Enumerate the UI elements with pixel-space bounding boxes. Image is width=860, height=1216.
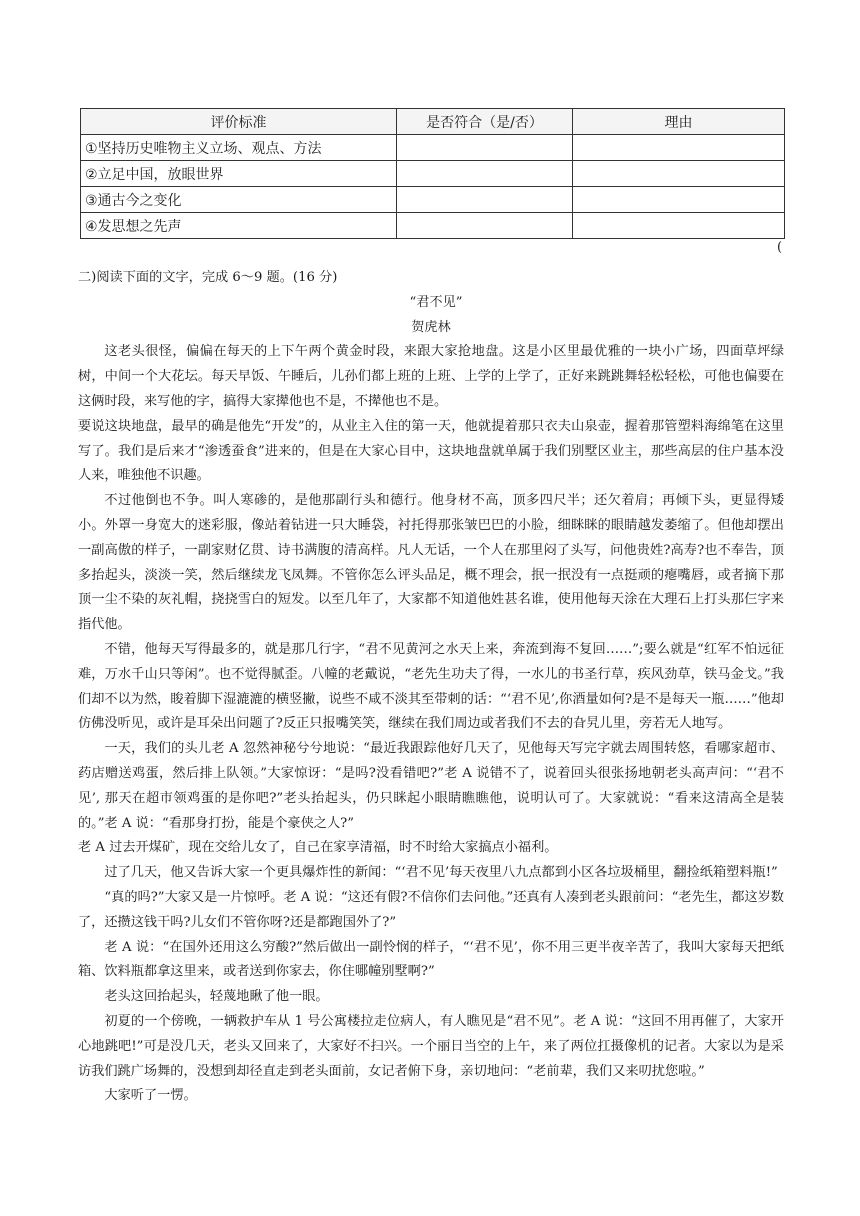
- criteria-cell: ①坚持历史唯物主义立场、观点、方法: [81, 135, 397, 161]
- reason-cell[interactable]: [573, 161, 785, 187]
- paragraph: 老 A 过去开煤矿，现在交给儿女了，自己在家享清福，时不时给大家搞点小福利。: [78, 840, 558, 856]
- header-conform: 是否符合（是/否）: [397, 109, 573, 135]
- table-row: [81, 187, 785, 213]
- conform-cell[interactable]: [397, 213, 573, 239]
- paragraph: 大家听了一愣。: [104, 1088, 197, 1104]
- reason-cell[interactable]: [573, 187, 785, 213]
- header-reason: 理由: [573, 109, 785, 135]
- paragraph: 不过他倒也不争。叫人寒碜的，是他那副行头和德行。他身材不高，顶多四尺半；还欠着肩；再倾下头，更显得矮小。外罩一身宽大的迷彩服，像站着钻进一只大睡袋，衬托得那张皱巴巴的小脸，细眯眯的眼睛越发萎缩了。但他却摆出一副高傲的样子，一副家财亿贯、诗书满腹的清高样。凡人无话，一个人在那里闷了头写，问他贵姓?高寿?也不奉告，顶多抬起头，淡淡一笑，然后继续龙飞凤舞。不管你怎么评头品足，概不理会，抿一抿没有一点挺顽的瘪嘴唇，或者摘下那顶一尘不染的灰礼帽，挠挠雪白的短发。以至几年了，大家都不知道他姓甚名谁，使用他每天涂在大理石上打头那仨字来指代他。: [78, 493, 784, 633]
- paragraph: 老头这回抬起头，轻蔑地瞅了他一眼。: [104, 989, 329, 1005]
- conform-cell[interactable]: [397, 135, 573, 161]
- table-row: [81, 161, 785, 187]
- header-criteria: 评价标准: [81, 109, 397, 135]
- paragraph: 过了几天，他又告诉大家一个更具爆炸性的新闻：“‘君不见’每天夜里八九点都到小区各垃圾桶里，翻捡纸箱塑料瓶!”: [104, 865, 778, 881]
- table-header-row: [81, 109, 785, 135]
- reason-cell[interactable]: [573, 135, 785, 161]
- conform-cell[interactable]: [397, 187, 573, 213]
- article-title: “君不见”: [409, 294, 463, 310]
- paragraph: 老 A 说：“在国外还用这么穷酸?”然后做出一副怜悯的样子，“‘君不见’，你不用三更半夜辛苦了，我叫大家每天把纸箱、饮料瓶都拿这里来，或者送到你家去，你住哪幢别墅啊?”: [78, 939, 784, 980]
- reason-cell[interactable]: [573, 213, 785, 239]
- reading-passage: [78, 266, 784, 1109]
- section-intro: 二)阅读下面的文字，完成 6～9 题。(16 分): [78, 270, 338, 285]
- paragraph: 一天，我们的头儿老 A 忽然神秘兮兮地说：“最近我跟踪他好几天了，见他每天写完字就去周围转悠，看哪家超市、药店赠送鸡蛋，然后排上队领。”大家惊讶：“是吗?没看错吧?”老 A 说错不了，说着回头很张扬地朝老头高声问：“‘君不见’, 那天在超市领鸡蛋的是你吧?”老头抬起头，仍只眯起小眼睛瞧瞧他，说明认可了。大家就说：“看来这清高全是装的。”老 A 说：“看那身打扮，能是个豪侠之人?”: [78, 741, 784, 831]
- evaluation-table: [80, 108, 785, 239]
- paragraph: “真的吗?”大家又是一片惊呼。老 A 说：“这还有假?不信你们去问他。”还真有人凑到老头跟前问：“老先生，都这岁数了，还攒这钱干吗?儿女们不管你呀?还是都跑国外了?”: [78, 889, 784, 930]
- table-row: [81, 135, 785, 161]
- criteria-cell: ④发思想之先声: [81, 213, 397, 239]
- conform-cell[interactable]: [397, 161, 573, 187]
- article-author: 贺虎林: [411, 319, 451, 335]
- stray-parenthesis: (: [777, 240, 783, 255]
- paragraph: 不错，他每天写得最多的，就是那几行字，“君不见黄河之水天上来，奔流到海不复回……”;要么就是“红军不怕远征难，万水千山只等闲”。也不觉得腻歪。八幢的老戴说，“老先生功夫了得，一水儿的书圣行草，疾风劲草，铁马金戈。”我们却不以为然，睃着脚下湿漉漉的横竖撇，说些不咸不淡其至带刺的话：“‘君不见’,你酒量如何?是不是每天一瓶……”他却仿佛没听见，或许是耳朵出问题了?反正只报嘴笑笑，继续在我们周边或者我们不去的旮旯儿里，旁若无人地写。: [78, 641, 784, 732]
- table-row: [81, 213, 785, 239]
- paragraph: 要说这块地盘，最早的确是他先“开发”的，从业主入住的第一天，他就提着那只衣夫山泉壶，握着那管塑料海绵笔在这里写了。我们是后来才“渗透蚕食”进来的，但是在大家心目中，这块地盘就单属于我们别墅区业主，那些高层的住户基本没人来，唯独他不识趣。: [78, 418, 784, 484]
- paragraph: 初夏的一个傍晚，一辆救护车从 1 号公寓楼拉走位病人，有人瞧见是“君不见”。老 A 说：“这回不用再催了，大家开心地跳吧!”可是没几天，老头又回来了，大家好不扫兴。一个丽日当空的上午，来了两位扛摄像机的记者。大家以为是采访我们跳广场舞的，没想到却径直走到老头面前，女记者俯下身，亲切地问：“老前辈，我们又来叨扰您啦。”: [78, 1013, 784, 1079]
- criteria-cell: ②立足中国，放眼世界: [81, 161, 397, 187]
- paragraph: 这老头很怪，偏偏在每天的上下午两个黄金时段，来跟大家抢地盘。这是小区里最优雅的一块小广场，四面草坪绿树，中间一个大花坛。每天早饭、午睡后，儿孙们都上班的上班、上学的上学了，正好来跳跳舞轻松轻松，可他也偏要在这俩时段，来写他的字，搞得大家撵他也不是，不撵他也不是。: [78, 344, 784, 409]
- criteria-cell: ③通古今之变化: [81, 187, 397, 213]
